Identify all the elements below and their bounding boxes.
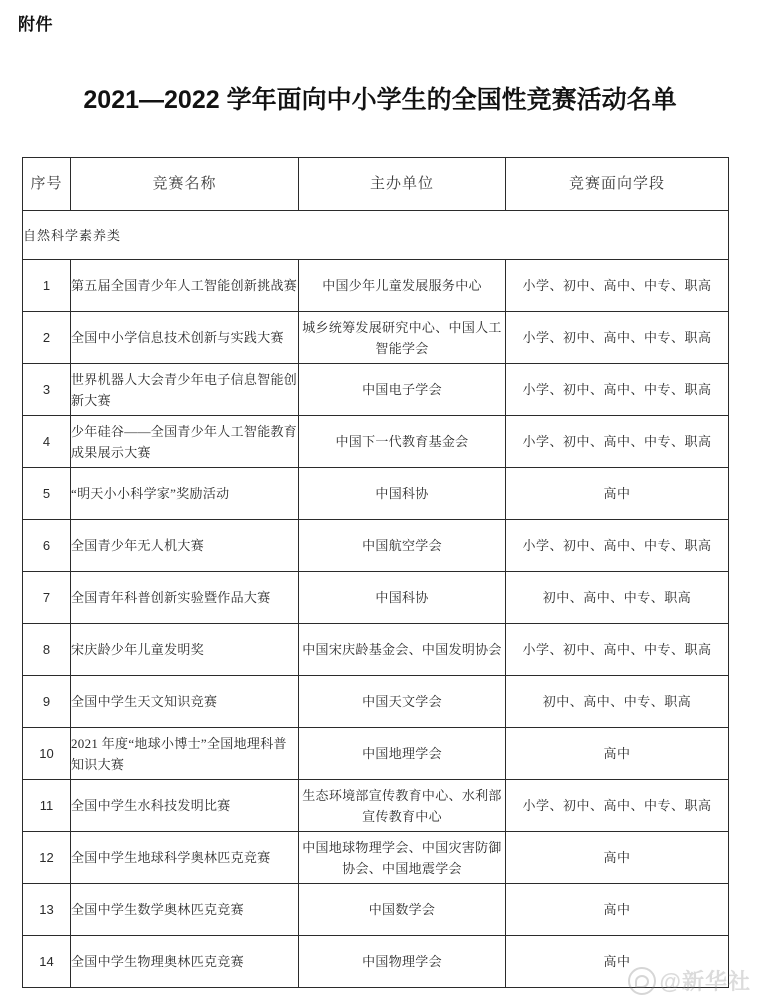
- column-header-organizer: 主办单位: [299, 158, 506, 211]
- cell-competition-name: 世界机器人大会青少年电子信息智能创新大赛: [71, 364, 299, 416]
- cell-competition-name: 全国中学生物理奥林匹克竞赛: [71, 936, 299, 988]
- cell-sequence-number: 5: [23, 468, 71, 520]
- category-label: 自然科学素养类: [23, 211, 729, 260]
- cell-sequence-number: 9: [23, 676, 71, 728]
- table-row: [23, 364, 729, 416]
- cell-organizer: 中国下一代教育基金会: [299, 416, 506, 468]
- cell-sequence-number: 6: [23, 520, 71, 572]
- cell-organizer: 中国少年儿童发展服务中心: [299, 260, 506, 312]
- table-row: [23, 676, 729, 728]
- cell-sequence-number: 14: [23, 936, 71, 988]
- table-row: [23, 624, 729, 676]
- cell-target-stage: 高中: [506, 936, 729, 988]
- cell-competition-name: 全国中学生天文知识竞赛: [71, 676, 299, 728]
- cell-target-stage: 高中: [506, 468, 729, 520]
- cell-target-stage: 小学、初中、高中、中专、职高: [506, 312, 729, 364]
- cell-competition-name: 2021 年度“地球小博士”全国地理科普知识大赛: [71, 728, 299, 780]
- cell-sequence-number: 1: [23, 260, 71, 312]
- cell-competition-name: 全国青年科普创新实验暨作品大赛: [71, 572, 299, 624]
- cell-competition-name: 宋庆龄少年儿童发明奖: [71, 624, 299, 676]
- cell-organizer: 中国天文学会: [299, 676, 506, 728]
- cell-target-stage: 高中: [506, 728, 729, 780]
- cell-organizer: 中国电子学会: [299, 364, 506, 416]
- cell-sequence-number: 3: [23, 364, 71, 416]
- cell-organizer: 中国数学会: [299, 884, 506, 936]
- table-row: [23, 312, 729, 364]
- cell-target-stage: 高中: [506, 884, 729, 936]
- cell-competition-name: 少年硅谷——全国青少年人工智能教育成果展示大赛: [71, 416, 299, 468]
- cell-organizer: 中国科协: [299, 572, 506, 624]
- cell-target-stage: 小学、初中、高中、中专、职高: [506, 520, 729, 572]
- cell-organizer: 中国物理学会: [299, 936, 506, 988]
- cell-sequence-number: 4: [23, 416, 71, 468]
- cell-competition-name: 第五届全国青少年人工智能创新挑战赛: [71, 260, 299, 312]
- cell-target-stage: 小学、初中、高中、中专、职高: [506, 624, 729, 676]
- table-row: [23, 780, 729, 832]
- cell-sequence-number: 12: [23, 832, 71, 884]
- cell-sequence-number: 7: [23, 572, 71, 624]
- watermark-text: @新华社: [659, 969, 751, 994]
- column-header-stage: 竞赛面向学段: [506, 158, 729, 211]
- table-row: [23, 884, 729, 936]
- cell-competition-name: 全国青少年无人机大赛: [71, 520, 299, 572]
- table-header-row: [23, 158, 729, 211]
- cell-organizer: 中国地球物理学会、中国灾害防御协会、中国地震学会: [299, 832, 506, 884]
- category-row: [23, 211, 729, 260]
- table-row: [23, 260, 729, 312]
- column-header-name: 竞赛名称: [71, 158, 299, 211]
- cell-sequence-number: 11: [23, 780, 71, 832]
- cell-organizer: 中国地理学会: [299, 728, 506, 780]
- competition-list-table: [22, 157, 729, 988]
- cell-target-stage: 初中、高中、中专、职高: [506, 572, 729, 624]
- cell-target-stage: 小学、初中、高中、中专、职高: [506, 260, 729, 312]
- page-title: 2021—2022 学年面向中小学生的全国性竞赛活动名单: [83, 86, 677, 114]
- cell-sequence-number: 13: [23, 884, 71, 936]
- cell-organizer: 中国科协: [299, 468, 506, 520]
- cell-competition-name: 全国中学生数学奥林匹克竞赛: [71, 884, 299, 936]
- cell-target-stage: 初中、高中、中专、职高: [506, 676, 729, 728]
- cell-sequence-number: 8: [23, 624, 71, 676]
- table-row: [23, 936, 729, 988]
- cell-competition-name: 全国中学生地球科学奥林匹克竞赛: [71, 832, 299, 884]
- cell-competition-name: 全国中学生水科技发明比赛: [71, 780, 299, 832]
- cell-sequence-number: 2: [23, 312, 71, 364]
- cell-organizer: 中国航空学会: [299, 520, 506, 572]
- table-row: [23, 520, 729, 572]
- table-row: [23, 468, 729, 520]
- cell-organizer: 城乡统筹发展研究中心、中国人工智能学会: [299, 312, 506, 364]
- cell-organizer: 生态环境部宣传教育中心、水利部宣传教育中心: [299, 780, 506, 832]
- table-row: [23, 572, 729, 624]
- cell-sequence-number: 10: [23, 728, 71, 780]
- table-row: [23, 728, 729, 780]
- cell-target-stage: 小学、初中、高中、中专、职高: [506, 416, 729, 468]
- cell-organizer: 中国宋庆龄基金会、中国发明协会: [299, 624, 506, 676]
- cell-competition-name: 全国中小学信息技术创新与实践大赛: [71, 312, 299, 364]
- cell-target-stage: 小学、初中、高中、中专、职高: [506, 780, 729, 832]
- cell-competition-name: “明天小小科学家”奖励活动: [71, 468, 299, 520]
- cell-target-stage: 高中: [506, 832, 729, 884]
- attachment-label: 附件: [18, 15, 53, 34]
- cell-target-stage: 小学、初中、高中、中专、职高: [506, 364, 729, 416]
- table-row: [23, 416, 729, 468]
- table-row: [23, 832, 729, 884]
- column-header-no: 序号: [23, 158, 71, 211]
